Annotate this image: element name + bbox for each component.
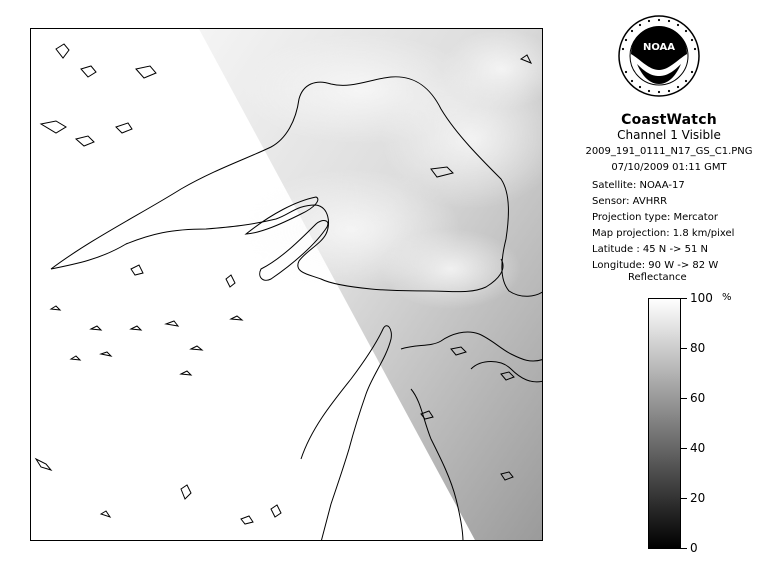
colorbar-tick xyxy=(681,398,687,399)
noaa-logo xyxy=(617,14,701,98)
map-canvas xyxy=(31,29,543,541)
colorbar-tick-label: 80 xyxy=(690,341,706,355)
longitude-label: Longitude: 90 W -> 82 W xyxy=(592,260,719,271)
logo-text: NOAA xyxy=(642,42,676,53)
legend-title: Reflectance xyxy=(628,272,687,283)
map-projection-label: Map projection: 1.8 km/pixel xyxy=(592,228,735,239)
sensor-label: Sensor: AVHRR xyxy=(592,196,668,207)
colorbar-tick-label: 60 xyxy=(690,391,706,405)
reflectance-colorbar xyxy=(648,298,681,549)
colorbar-tick-label: 40 xyxy=(690,441,706,455)
colorbar-tick xyxy=(681,498,687,499)
latitude-label: Latitude : 45 N -> 51 N xyxy=(592,244,708,255)
colorbar-tick-label: 100 xyxy=(690,291,713,305)
projection-type-label: Projection type: Mercator xyxy=(592,212,718,223)
satellite-label: Satellite: NOAA-17 xyxy=(592,180,685,191)
noaa-logo-icon xyxy=(617,14,701,98)
colorbar-tick xyxy=(681,448,687,449)
channel-label: Channel 1 Visible xyxy=(617,128,721,142)
colorbar-tick-label: 20 xyxy=(690,491,706,505)
colorbar-tick xyxy=(681,548,687,549)
datetime-label: 07/10/2009 01:11 GMT xyxy=(611,162,727,173)
brand-title: CoastWatch xyxy=(621,112,717,128)
colorbar-tick-label: 0 xyxy=(690,541,698,555)
colorbar-tick xyxy=(681,348,687,349)
legend-unit: % xyxy=(722,292,732,303)
colorbar-ticks xyxy=(681,291,741,555)
colorbar-tick xyxy=(681,298,687,299)
satellite-map[interactable] xyxy=(30,28,543,541)
filename-label: 2009_191_0111_N17_GS_C1.PNG xyxy=(585,146,753,157)
